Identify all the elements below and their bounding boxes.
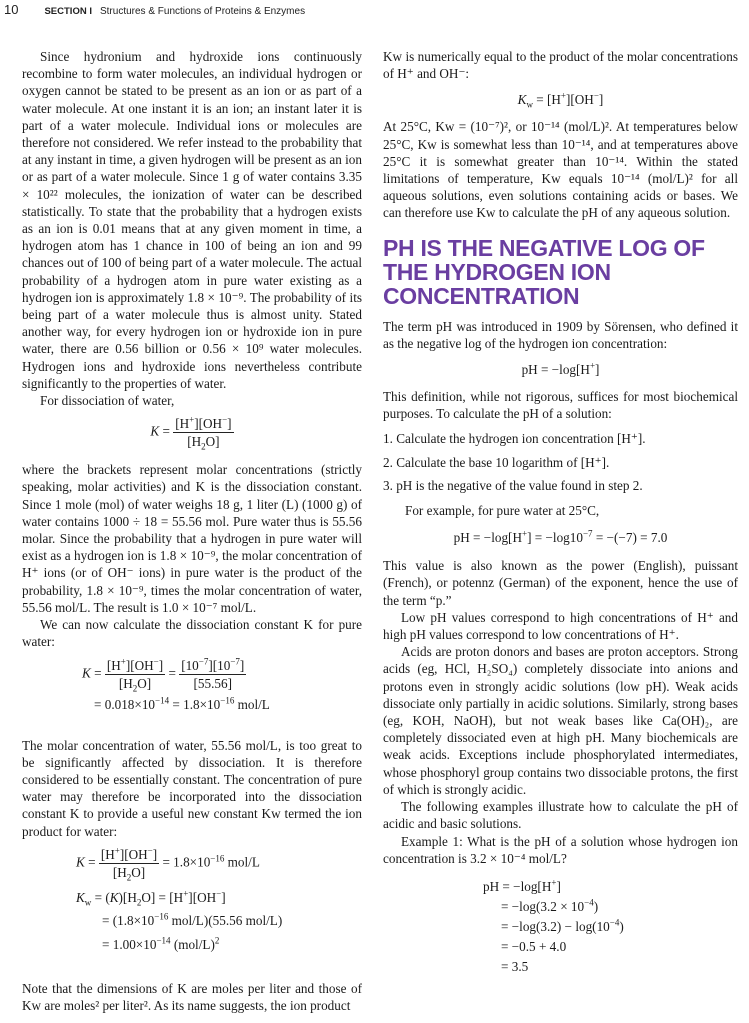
paragraph: For example, for pure water at 25°C, [405, 503, 600, 519]
paragraph: The term pH was introduced in 1909 by Sörensen, who defined it as the negative log of the hydrogen ion concentration: [383, 318, 738, 351]
paragraph: The following examples illustrate how to calculate the pH of acidic and basic solutions. [383, 799, 738, 832]
page-number: 10 [4, 2, 19, 17]
list-item: 1. Calculate the hydrogen ion concentration [H⁺]. [383, 431, 646, 447]
section-heading: PH IS THE NEGATIVE LOG OF THE HYDROGEN ION CONCENTRATION [383, 234, 705, 309]
paragraph: Note that the dimensions of K are moles per liter and those of Kw are moles² per liter². As its name suggests, the ion product [22, 980, 362, 1013]
equation-k-values: K = $\frac{[H^+][OH^-]}{[H_2O]}$ = $\frac{[10^{-7}][10^{-7}]}{[55.56]}$ = $0.018\times 10^{-14} = 1.8\times 10^{-16}$ mol/L [82, 656, 270, 712]
paragraph: Example 1: What is the pH of a solution whose hydrogen ion concentration is 3.2 × 10⁻⁴ mol/L? [383, 833, 738, 866]
paragraph: where the brackets represent molar concentrations (strictly speaking, molar activities) and K is the dissociation constant. Since 1 mole (mol) of water weighs 18 g, 1 liter (L) (1000 g) of water contains 1000 ÷ 18 = 55.56 mol. Pure water thus is 55.56 molar. Since the probability that a hydrogen in pure water will exist as a hydrogen ion is 1.8 × 10⁻⁹, the molar concentration of H⁺ ions (or of OH⁻ ions) in pure water is the product of the probability, 1.8 × 10⁻⁹, times the molar concentration of water, 55.56 mol/L. The result is 1.0 × 10⁻⁷ mol/L. [22, 462, 362, 615]
equation-kw-product: $K_w = [H^+][OH^-]$ [517, 91, 604, 111]
paragraph: Acids are proton donors and bases are proton acceptors. Strong acids (eg, HCl, H₂SO₄) completely dissociate into anions and protons even in strongly acidic solutions (low pH). Weak acids dissociate only partially in acidic solutions. Similarly, strong bases (eg, KOH, NaOH), but not weak bases like Ca(OH)₂, are completely dissociated even at high pH. Many biochemicals are weak acids. Exceptions include phosphorylated intermediates, whose phosphoryl group contains two dissociable protons, the first of which is strongly acidic. [383, 644, 738, 797]
list-item: 3. pH is the negative of the value found in step 2. [383, 477, 643, 493]
paragraph: We can now calculate the dissociation constant K for pure water: [22, 617, 362, 650]
paragraph: This definition, while not rigorous, suffices for most biochemical purposes. To calculate the pH of a solution: [383, 389, 738, 422]
paragraph: This value is also known as the power (English), puissant (French), or potennz (German) of the exponent, hence the use of the term “p.” [383, 558, 738, 608]
paragraph: At 25°C, Kw = (10⁻⁷)², or 10⁻¹⁴ (mol/L)². At temperatures below 25°C, Kw is somewhat less than 10⁻¹⁴, and at temperatures above 25°C it is somewhat greater than 10⁻¹⁴. Within the stated limitations of temperature, Kw equals 10⁻¹⁴ (mol/L)² for all aqueous solutions, even solutions containing acids or bases. We can therefore use Kw to calculate the pH of any aqueous solution. [383, 119, 738, 221]
paragraph: Low pH values correspond to high concentrations of H⁺ and high pH values correspond to low concentrations of H⁺. [383, 609, 738, 643]
section-label: SECTION I [44, 6, 92, 17]
running-header [4, 2, 305, 20]
paragraph: Since hydronium and hydroxide ions continuously recombine to form water molecules, an individual hydrogen or oxygen cannot be stated to be present as an ion or as part of a water molecule. At one instant it is an ion; an instant later it is part of a water molecule. Individual ions or molecules are therefore not considered. We refer instead to the probability that at any instant in time, a given hydrogen will be present as an ion or as part of a water molecule. Since 1 g of water contains 3.35 × 10²² molecules, the ionization of water can be described statistically. To state that the probability that a hydrogen exists as an ion is 0.01 means that at any given moment in time, a hydrogen atom has 1 chance in 100 of being an ion and 99 chances out of 100 of being part of a water molecule. The actual probability of a hydrogen atom in pure water existing as a hydrogen ion is approximately 1.8 × 10⁻⁹. The probability of its being part of a water molecule thus is almost unity. Stated another way, for every hydrogen ion or hydroxide ion in pure water, there are 0.56 billion or 0.56 × 10⁹ water molecules. Hydrogen ions and hydroxide ions nevertheless contribute significantly to the properties of water. [22, 49, 362, 391]
paragraph: For dissociation of water, [40, 393, 175, 409]
example-solution: pH = −log[H+] = $-\log(3.2 \times 10^{-4})$ = $-\log(3.2) - \log(10^{-4})$ = −0.5 + 4.0 = 3.5 [483, 877, 624, 974]
section-title: Structures & Functions of Proteins & Enzymes [99, 6, 306, 17]
left-column [22, 48, 362, 1014]
steps-list [383, 430, 738, 494]
equation-ph-water: pH = $-\log[H^+] = -\log 10^{-7} = -(-7) = 7.0$ [453, 528, 668, 546]
list-item: 2. Calculate the base 10 logarithm of [H⁺]. [383, 454, 610, 470]
paragraph: The molar concentration of water, 55.56 mol/L, is too great to be significantly affected by dissociation. It is therefore considered to be essentially constant. The concentration of pure water may therefore be incorporated into the dissociation constant K to provide a useful new constant Kw termed the ion product for water: [22, 737, 362, 839]
equation-k: K = $\frac{[H^+][OH^-]}{[H_2O]}$ [150, 414, 232, 453]
equation-ph-definition: pH = −log[H+] [521, 360, 600, 378]
paragraph: Kw is numerically equal to the product of the molar concentrations of H⁺ and OH⁻: [383, 49, 738, 82]
equation-kw: K = $\frac{[H^+][OH^-]}{[H_2O]}$ = $1.8\times 10^{-16}$ mol/L $K_w = (K)[H_2O] = [H^+][OH^-]$ = ($1.8\times 10^{-16}$ mol/L)(55.56 mol/L) = $1.00\times 10^{-14}$ $(mol/L)^2$ [76, 845, 283, 952]
right-column [383, 48, 738, 977]
